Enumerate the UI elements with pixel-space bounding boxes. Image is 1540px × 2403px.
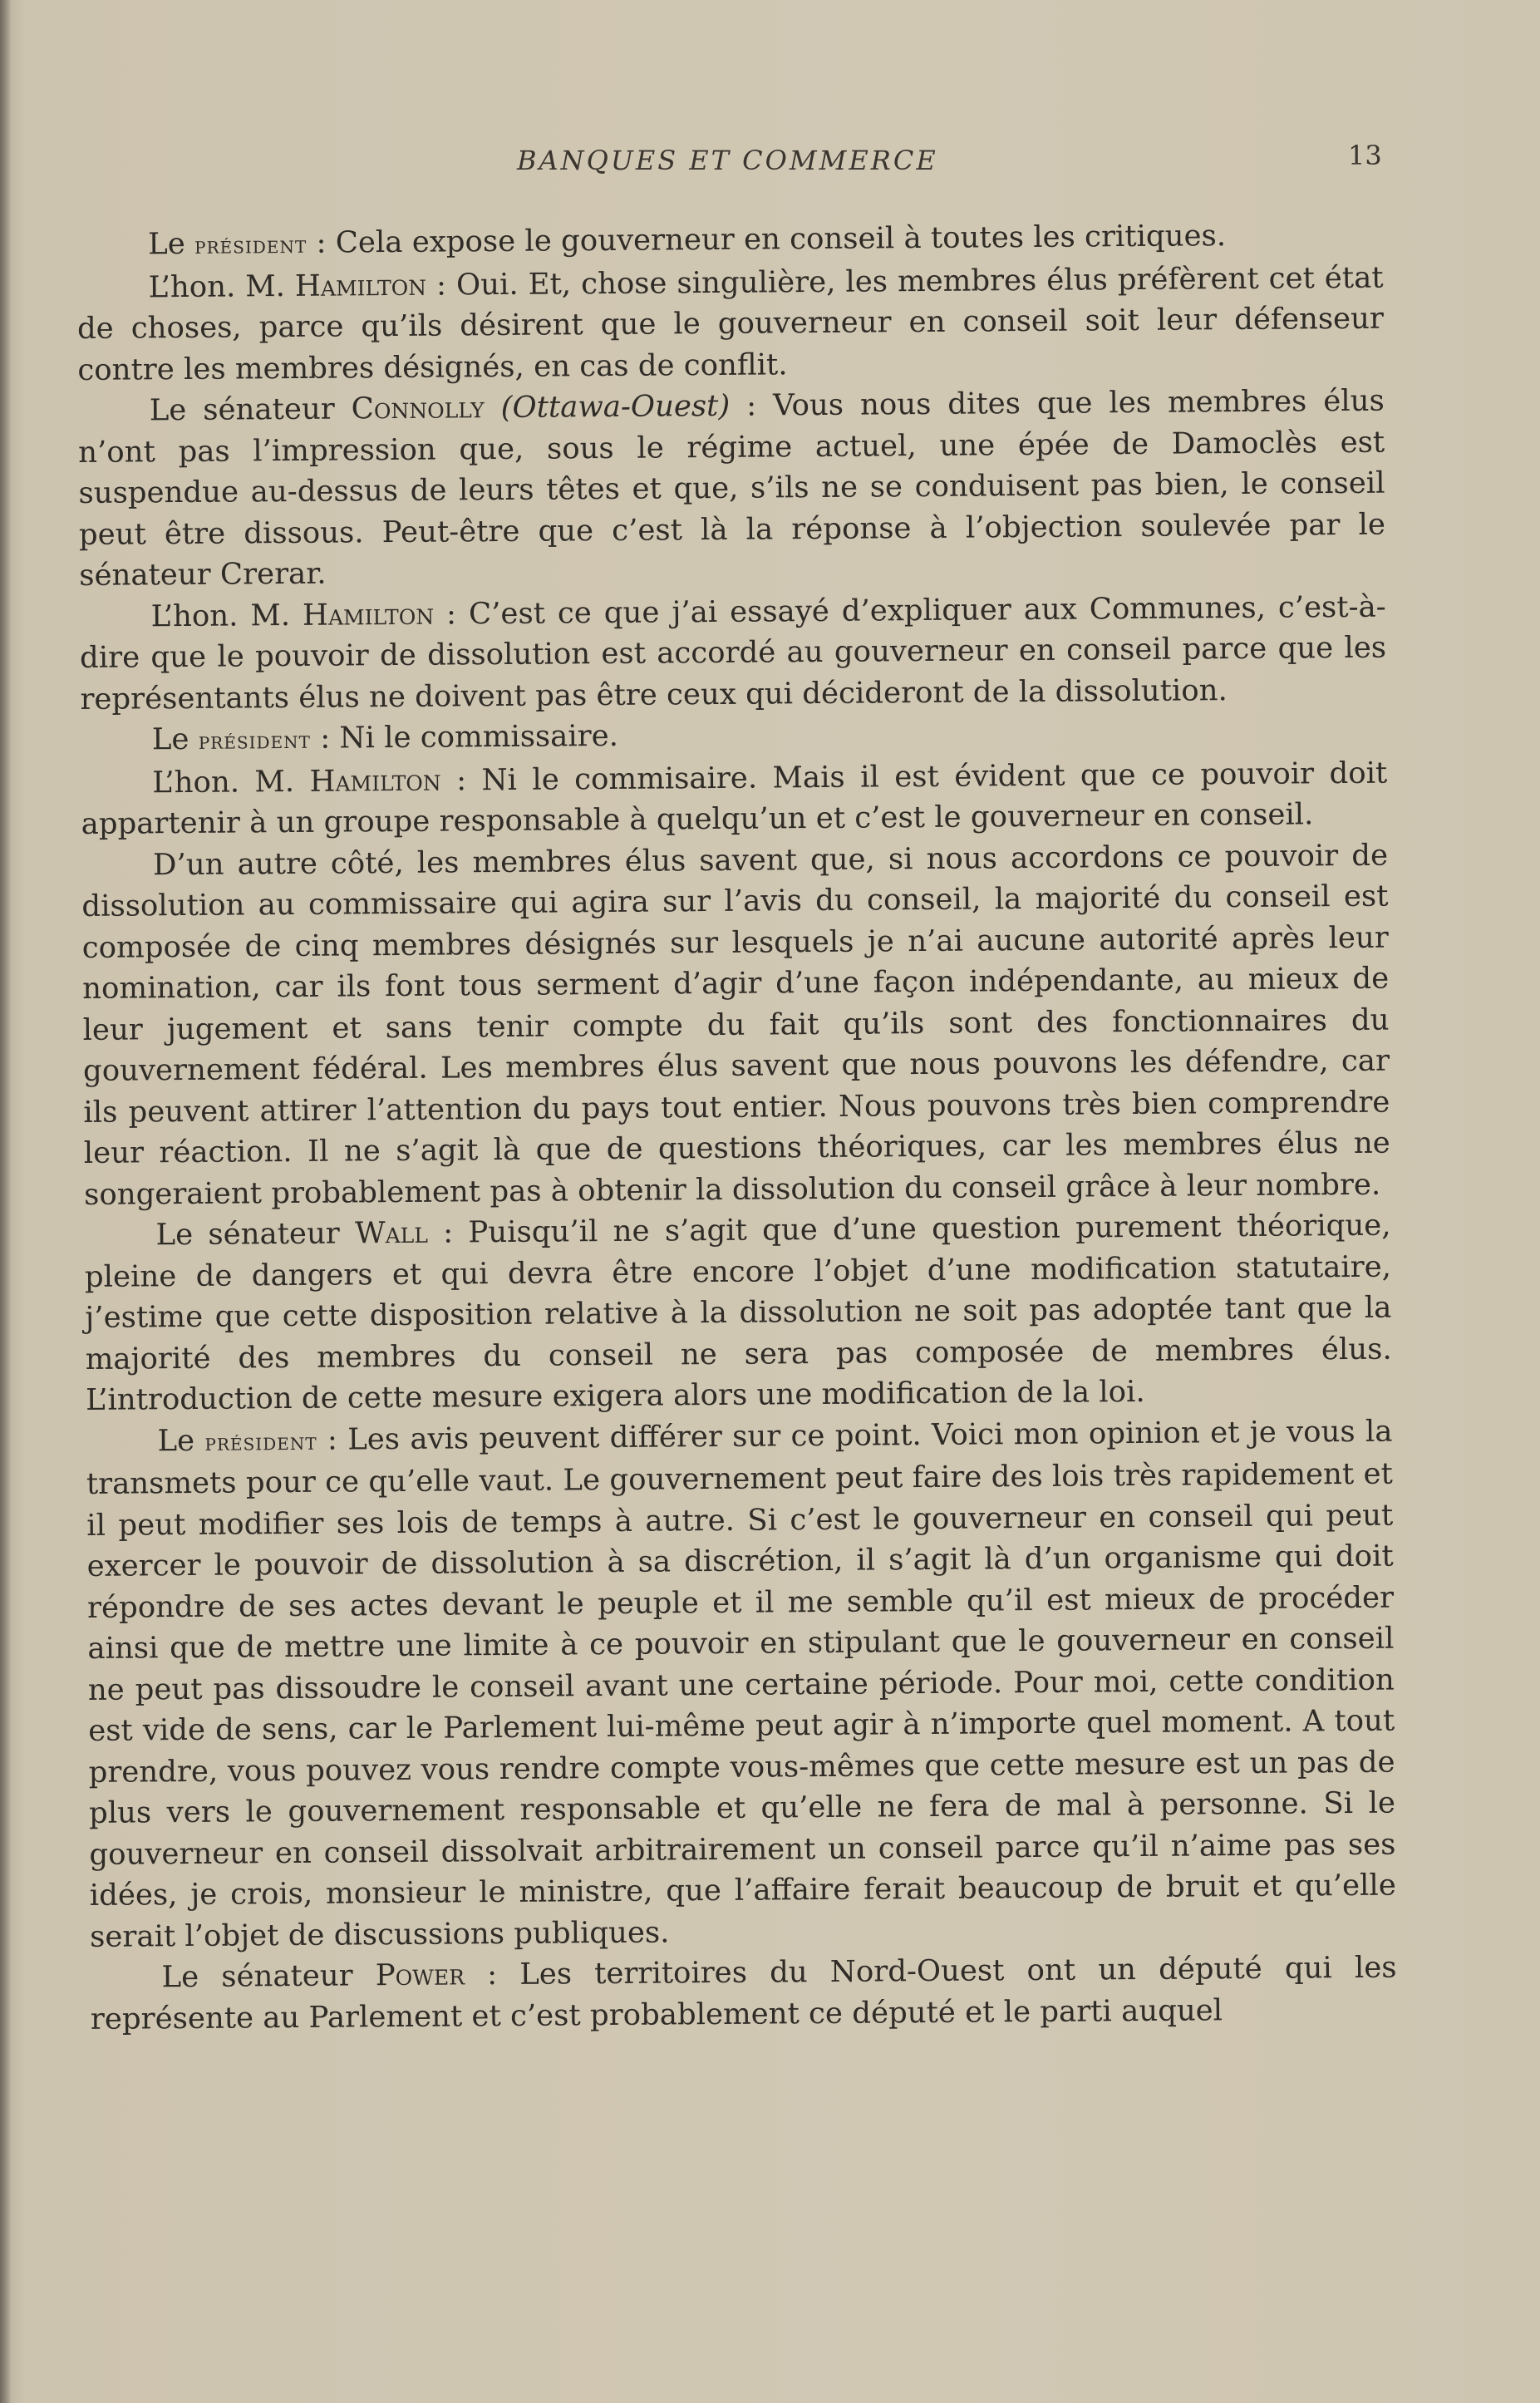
page-header	[0, 140, 1540, 181]
paragraph-text: : Ni le commisaire. Mais il est évident que ce pouvoir doit appartenir à un groupe responsable à quelqu’un et c’est le gouverneur en conseil.	[81, 756, 1388, 841]
speaker-prefix: Le	[151, 721, 199, 757]
paragraph	[81, 835, 1390, 1215]
paragraph	[78, 381, 1386, 597]
speaker-prefix: Le	[148, 226, 195, 262]
paragraph-text: : C’est ce que j’ai essayé d’expliquer aux Communes, c’est-à-dire que le pouvoir de dissolution est accordé au gouverneur en conseil parce que les représentants élus ne doivent pas être ceux qui décideront de la dissolution.	[79, 589, 1387, 716]
speaker-prefix: Le sénateur	[161, 1958, 376, 1995]
paragraph	[84, 1205, 1392, 1421]
paragraph	[90, 1948, 1397, 2040]
paragraph-text: : Les territoires du Nord-Ouest ont un député qui les représente au Parlement et c’est probablement ce député et le parti auquel	[90, 1950, 1397, 2036]
speaker-name: président	[194, 229, 308, 259]
speaker-prefix: L’hon. M.	[152, 764, 310, 800]
paragraph	[81, 752, 1388, 844]
speaker-name: Hamilton	[302, 597, 435, 633]
speaker-name: Power	[375, 1957, 465, 1993]
speaker-name: Hamilton	[294, 268, 427, 303]
paragraph-text: : Les avis peuvent différer sur ce point. Voici mon opinion et je vous la transmets pour ce qu’elle vaut. Le gouvernement peut faire des lois très rapidement et il peut modifier ses lois de temps à autre. Si c’est le gouverneur en conseil qui peut exercer le pouvoir de dissolution à sa discrétion, il s’agit là d’un organisme qui doit répondre de ses actes devant le peuple et il me semble qu’il est mieux de procéder ainsi que de mettre une limite à ce pouvoir en stipulant que le gouverneur en conseil ne peut pas dissoudre le conseil avant une certaine période. Pour moi, cette condition est vide de sens, car le Parlement lui-même peut agir à n’importe quel moment. A tout prendre, vous pouvez vous rendre compte vous-mêmes que cette mesure est un pas de plus vers le gouvernement responsable et qu’elle ne fera de mal à personne. Si le gouverneur en conseil dissolvait arbitrairement un conseil parce qu’il n’aime pas ses idées, je crois, monsieur le ministre, que l’affaire ferait beaucoup de bruit et qu’elle serait l’objet de discussions publiques.	[86, 1414, 1396, 1954]
speaker-riding: (Ottawa-Ouest)	[484, 388, 731, 426]
paragraph-text: : Puisqu’il ne s’agit que d’une question purement théorique, pleine de dangers et qui devra être encore l’objet d’une modification statutaire, j’estime que cette disposition relative à la dissolution ne soit pas adoptée tant que la majorité des membres du conseil ne sera pas composée de membres élus. L’introduction de cette mesure exigera alors une modification de la loi.	[84, 1208, 1392, 1417]
speaker-prefix: L’hon. M.	[150, 598, 303, 633]
paragraph-text: : Ni le commissaire.	[310, 718, 619, 756]
speaker-prefix: Le sénateur	[149, 391, 352, 428]
paragraph-text: : Vous nous dites que les membres élus n’ont pas l’impression que, sous le régime actuel, une épée de Damoclès est suspendue au-dessus de leurs têtes et que, s’ils ne se conduisent pas bien, le conseil peut être dissous. Peut-être que c’est là la réponse à l’objection soulevée par le sénateur Crerar.	[77, 383, 1386, 593]
body-text	[76, 214, 1397, 2040]
paragraph	[76, 257, 1384, 391]
speaker-prefix: Le	[157, 1423, 205, 1458]
speaker-name: Wall	[354, 1215, 429, 1251]
paragraph-text: D’un autre côté, les membres élus savent que, si nous accordons ce pouvoir de dissolution au commissaire qui agira sur l’avis du conseil, la majorité du conseil est composée de cinq membres désignés sur lesquels je n’ai aucune autorité après leur nomination, car ils font tous serment d’agir d’une façon indépendante, au mieux de leur jugement et sans tenir compte du fait qu’ils sont des fonctionnaires du gouvernement fédéral. Les membres élus savent que nous pouvons les défendre, car ils peuvent attirer l’attention du pays tout entier. Nous pouvons très bien comprendre leur réaction. Il ne s’agit là que de questions théoriques, car les membres élus ne songeraient probablement pas à obtenir la dissolution du conseil grâce à leur nombre.	[81, 838, 1390, 1212]
speaker-name: Connolly	[351, 391, 485, 426]
speaker-name: président	[198, 725, 312, 755]
paragraph	[80, 586, 1387, 720]
paragraph	[86, 1411, 1396, 1957]
page-number: 13	[1348, 140, 1382, 171]
paragraph-text: : Oui. Et, chose singulière, les membres élus préfèrent cet état de choses, parce qu’ils désirent que le gouverneur en conseil soit leur défenseur contre les membres désignés, en cas de conflit.	[76, 260, 1385, 387]
speaker-prefix: Le sénateur	[155, 1216, 356, 1253]
running-title: BANQUES ET COMMERCE	[517, 145, 938, 176]
paragraph-text: : Cela expose le gouverneur en conseil à toutes les critiques.	[307, 219, 1227, 260]
speaker-name: président	[204, 1426, 317, 1456]
speaker-name: Hamilton	[309, 763, 441, 799]
speaker-prefix: L’hon. M.	[148, 268, 296, 304]
